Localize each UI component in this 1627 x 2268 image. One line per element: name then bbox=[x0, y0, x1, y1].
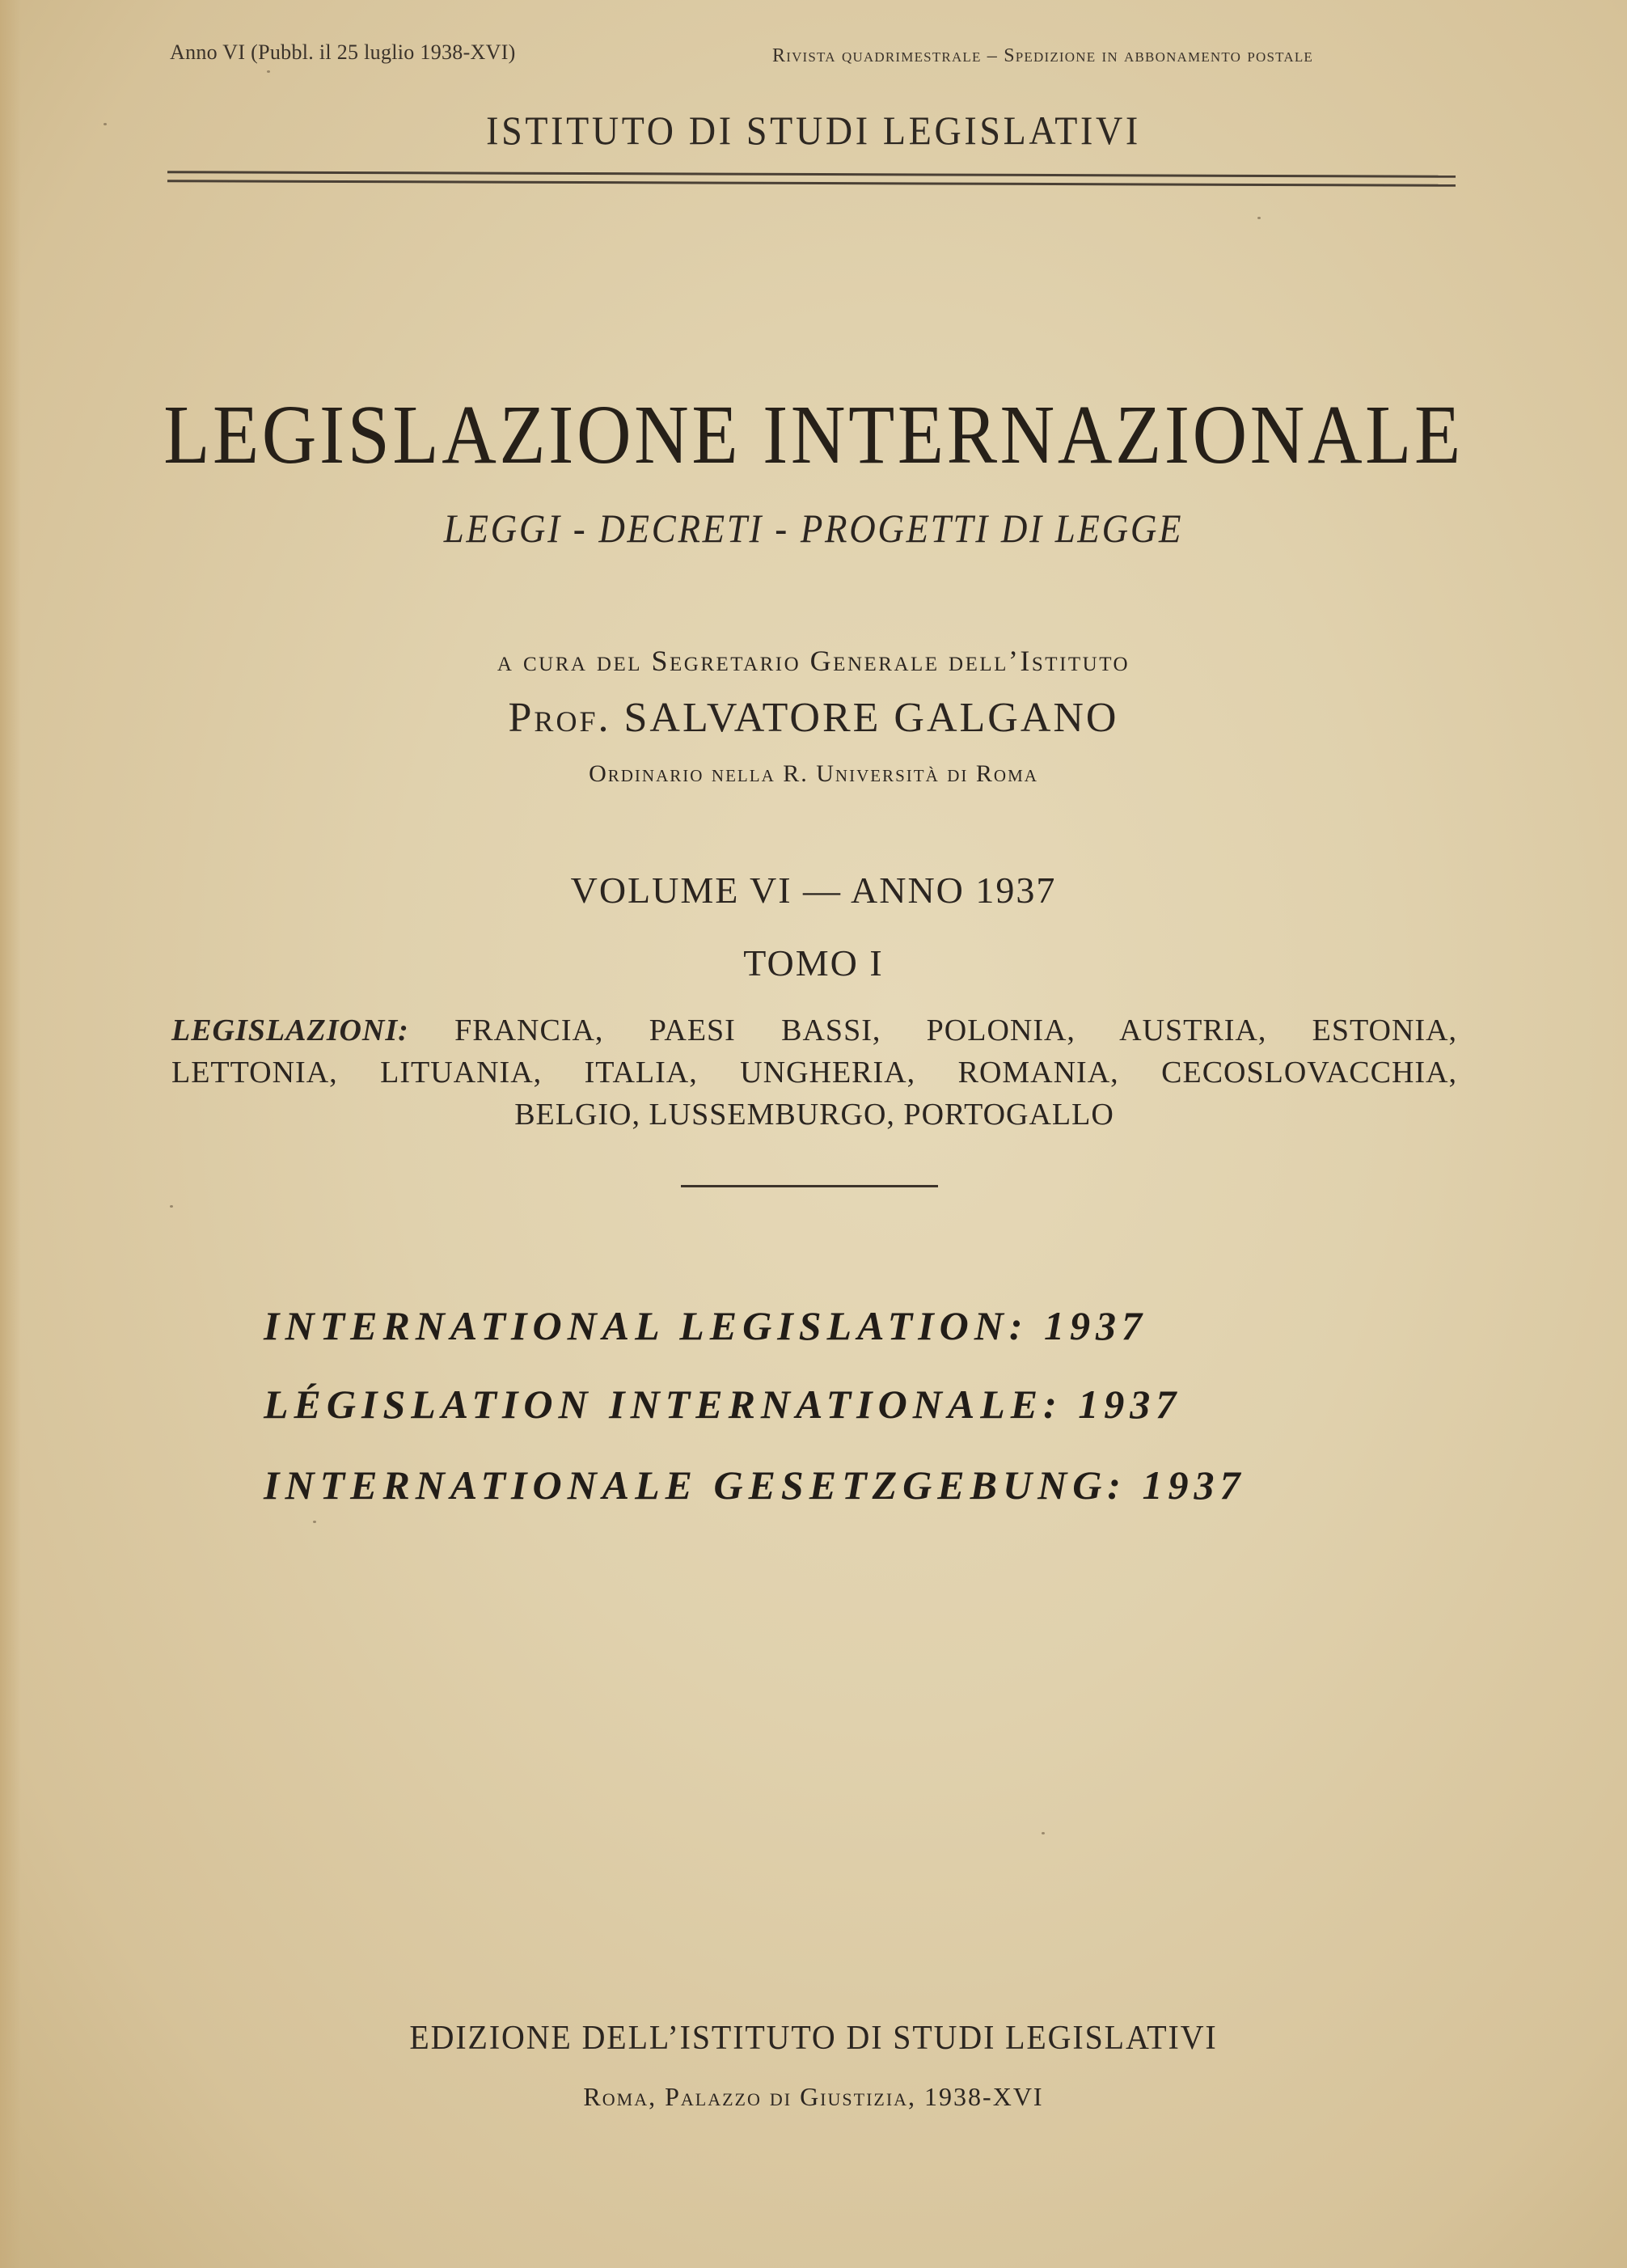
paper-speck bbox=[267, 70, 270, 73]
publication-place: Roma, Palazzo di Giustizia, 1938-XVI bbox=[583, 2082, 1044, 2111]
issue-info: Anno VI (Pubbl. il 25 luglio 1938-XVI) bbox=[170, 40, 516, 64]
title-english: INTERNATIONAL LEGISLATION: 1937 bbox=[264, 1303, 1148, 1348]
editor-fullname: SALVATORE GALGANO bbox=[623, 695, 1119, 741]
legislations-list bbox=[171, 1009, 1457, 1136]
legislations-line-2: LETTONIA, LITUANIA, ITALIA, UNGHERIA, ROMANIA, CECOSLOVACCHIA, bbox=[171, 1056, 1457, 1090]
tomo: TOMO I bbox=[743, 942, 884, 984]
paper-speck bbox=[313, 1521, 316, 1523]
paper-speck bbox=[1257, 217, 1261, 219]
legislations-line-3: BELGIO, LUSSEMBURGO, PORTOGALLO bbox=[514, 1098, 1114, 1132]
paper-speck bbox=[1042, 1832, 1045, 1834]
editor-role: Ordinario nella R. Università di Roma bbox=[589, 760, 1038, 787]
title-french: LÉGISLATION INTERNATIONALE: 1937 bbox=[264, 1382, 1182, 1427]
short-rule-divider bbox=[681, 1185, 938, 1187]
main-title: LEGISLAZIONE INTERNAZIONALE bbox=[163, 388, 1464, 481]
institute-name: ISTITUTO DI STUDI LEGISLATIVI bbox=[486, 108, 1141, 153]
publisher-name: EDIZIONE DELL’ISTITUTO DI STUDI LEGISLATIVI bbox=[409, 2020, 1218, 2057]
title-german: INTERNATIONALE GESETZGEBUNG: 1937 bbox=[264, 1462, 1246, 1508]
paper-speck bbox=[170, 1205, 173, 1208]
double-rule-divider bbox=[167, 171, 1456, 187]
legislations-line-1: LEGISLAZIONI: FRANCIA, PAESI BASSI, POLONIA, AUSTRIA, ESTONIA, bbox=[171, 1013, 1457, 1047]
editor-prefix: Prof. bbox=[508, 695, 611, 741]
volume-year: VOLUME VI — ANNO 1937 bbox=[570, 870, 1057, 911]
paper-speck bbox=[104, 123, 107, 125]
editor-intro: a cura del Segretario Generale dell’Istituto bbox=[497, 645, 1130, 677]
editor-name bbox=[0, 694, 1627, 742]
legislations-label: LEGISLAZIONI: bbox=[171, 1013, 409, 1047]
periodical-info: Rivista quadrimestrale – Spedizione in abbonamento postale bbox=[772, 45, 1314, 66]
subtitle: LEGGI - DECRETI - PROGETTI DI LEGGE bbox=[443, 506, 1184, 551]
